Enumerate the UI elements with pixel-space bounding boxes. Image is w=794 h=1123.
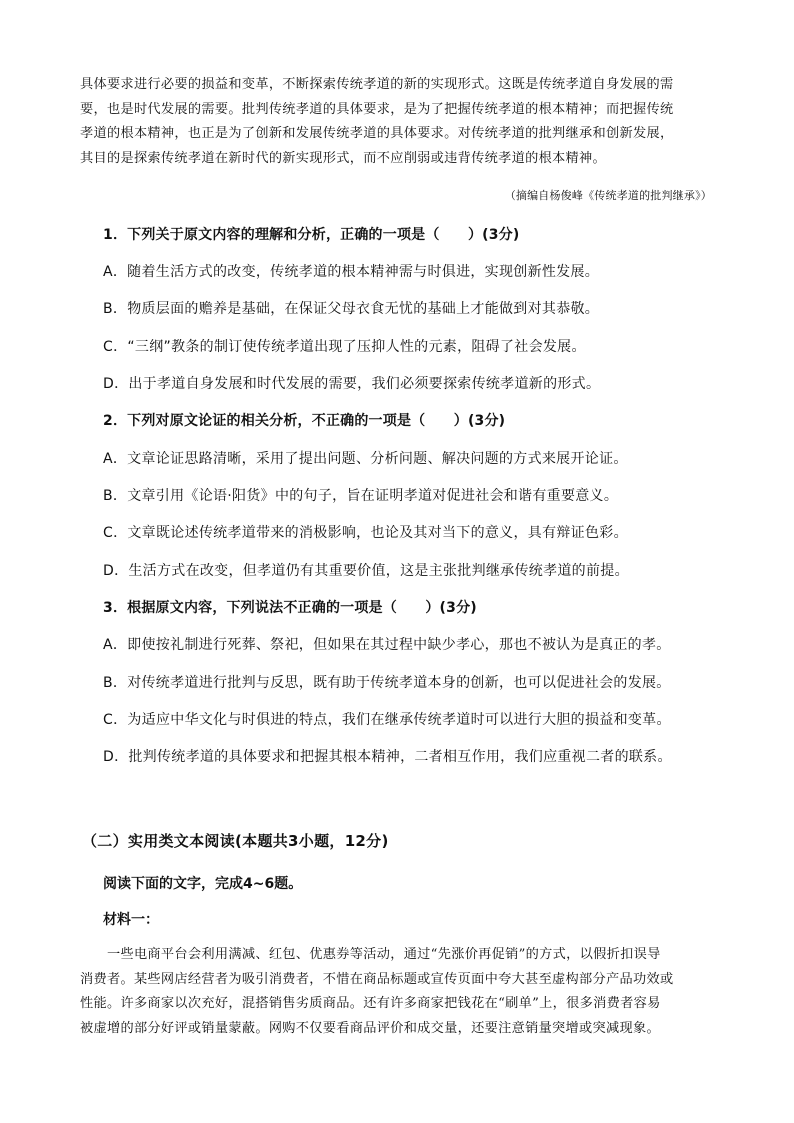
- question-2-stem: 2．下列对原文论证的相关分析，不正确的一项是（ ）(3分): [103, 413, 506, 429]
- top-paragraph: [80, 73, 720, 171]
- question-3-option-a: A．即使按礼制进行死葬、祭祀，但如果在其过程中缺少孝心，那也不被认为是真正的孝。: [103, 637, 671, 653]
- paragraph-line: 一些电商平台会利用满减、红包、优惠券等活动，通过“先涨价再促销”的方式，以假折扣误导: [80, 947, 661, 962]
- paragraph-line: 消费者。某些网店经营者为吸引消费者，不惜在商品标题或宣传页面中夸大甚至虚构部分产品功效或: [80, 971, 674, 987]
- question-1-option-c: C．“三纲”教条的制订使传统孝道出现了压抑人性的元素，阻碍了社会发展。: [103, 339, 586, 355]
- question-1-stem: 1．下列关于原文内容的理解和分析，正确的一项是（ ）(3分): [103, 227, 520, 243]
- source-citation: （摘编自杨俊峰《传统孝道的批判继承》）: [504, 189, 712, 202]
- question-2-option-a: A．文章论证思路清晰，采用了提出问题、分析问题、解决问题的方式来展开论证。: [103, 451, 628, 467]
- material-label: 材料一：: [103, 912, 159, 928]
- question-3-option-c: C．为适应中华文化与时俱进的特点，我们在继承传统孝道时可以进行大胆的损益和变革。: [103, 712, 671, 728]
- section-heading: （二）实用类文本阅读(本题共3小题，12分): [82, 832, 389, 850]
- paragraph-line: 被虚增的部分好评或销量蒙蔽。网购不仅要看商品评价和成交量，还要注意销量突增或突减现象。: [80, 1020, 660, 1036]
- question-3-option-b: B．对传统孝道进行批判与反思，既有助于传统孝道本身的创新，也可以促进社会的发展。: [103, 675, 671, 691]
- reading-instruction: 阅读下面的文字，完成4~6题。: [103, 876, 303, 892]
- question-2-option-d: D．生活方式在改变，但孝道仍有其重要价值，这是主张批判继承传统孝道的前提。: [103, 563, 629, 579]
- paragraph-line: 孝道的根本精神，也正是为了创新和发展传统孝道的具体要求。对传统孝道的批判继承和创新发展，: [80, 126, 674, 141]
- paragraph-line: 其目的是探索传统孝道在新时代的新实现形式，而不应削弱或违背传统孝道的根本精神。: [80, 150, 607, 166]
- question-2-option-c: C．文章既论述传统孝道带来的消极影响，也论及其对当下的意义，具有辩证色彩。: [103, 525, 628, 541]
- material-paragraph: [80, 943, 720, 1041]
- question-1-option-a: A．随着生活方式的改变，传统孝道的根本精神需与时俱进，实现创新性发展。: [103, 264, 600, 280]
- question-3-stem: 3．根据原文内容，下列说法不正确的一项是（ ）(3分): [103, 600, 477, 616]
- question-2-option-b: B．文章引用《论语·阳货》中的句子，旨在证明孝道对促进社会和谐有重要意义。: [103, 488, 619, 504]
- question-1-option-b: B．物质层面的赡养是基础，在保证父母衣食无忧的基础上才能做到对其恭敬。: [103, 301, 600, 317]
- question-1-option-d: D．出于孝道自身发展和时代发展的需要，我们必须要探索传统孝道新的形式。: [103, 376, 601, 392]
- paragraph-line: 具体要求进行必要的损益和变革，不断探索传统孝道的新的实现形式。这既是传统孝道自身发展的需: [80, 77, 674, 92]
- paragraph-line: 要，也是时代发展的需要。批判传统孝道的具体要求，是为了把握传统孝道的根本精神；而把握传统: [80, 101, 674, 117]
- question-3-option-d: D．批判传统孝道的具体要求和把握其根本精神，二者相互作用，我们应重视二者的联系。: [103, 749, 672, 765]
- paragraph-line: 性能。许多商家以次充好，混搭销售劣质商品。还有许多商家把钱花在“刷单”上，很多消费者容易: [80, 996, 661, 1011]
